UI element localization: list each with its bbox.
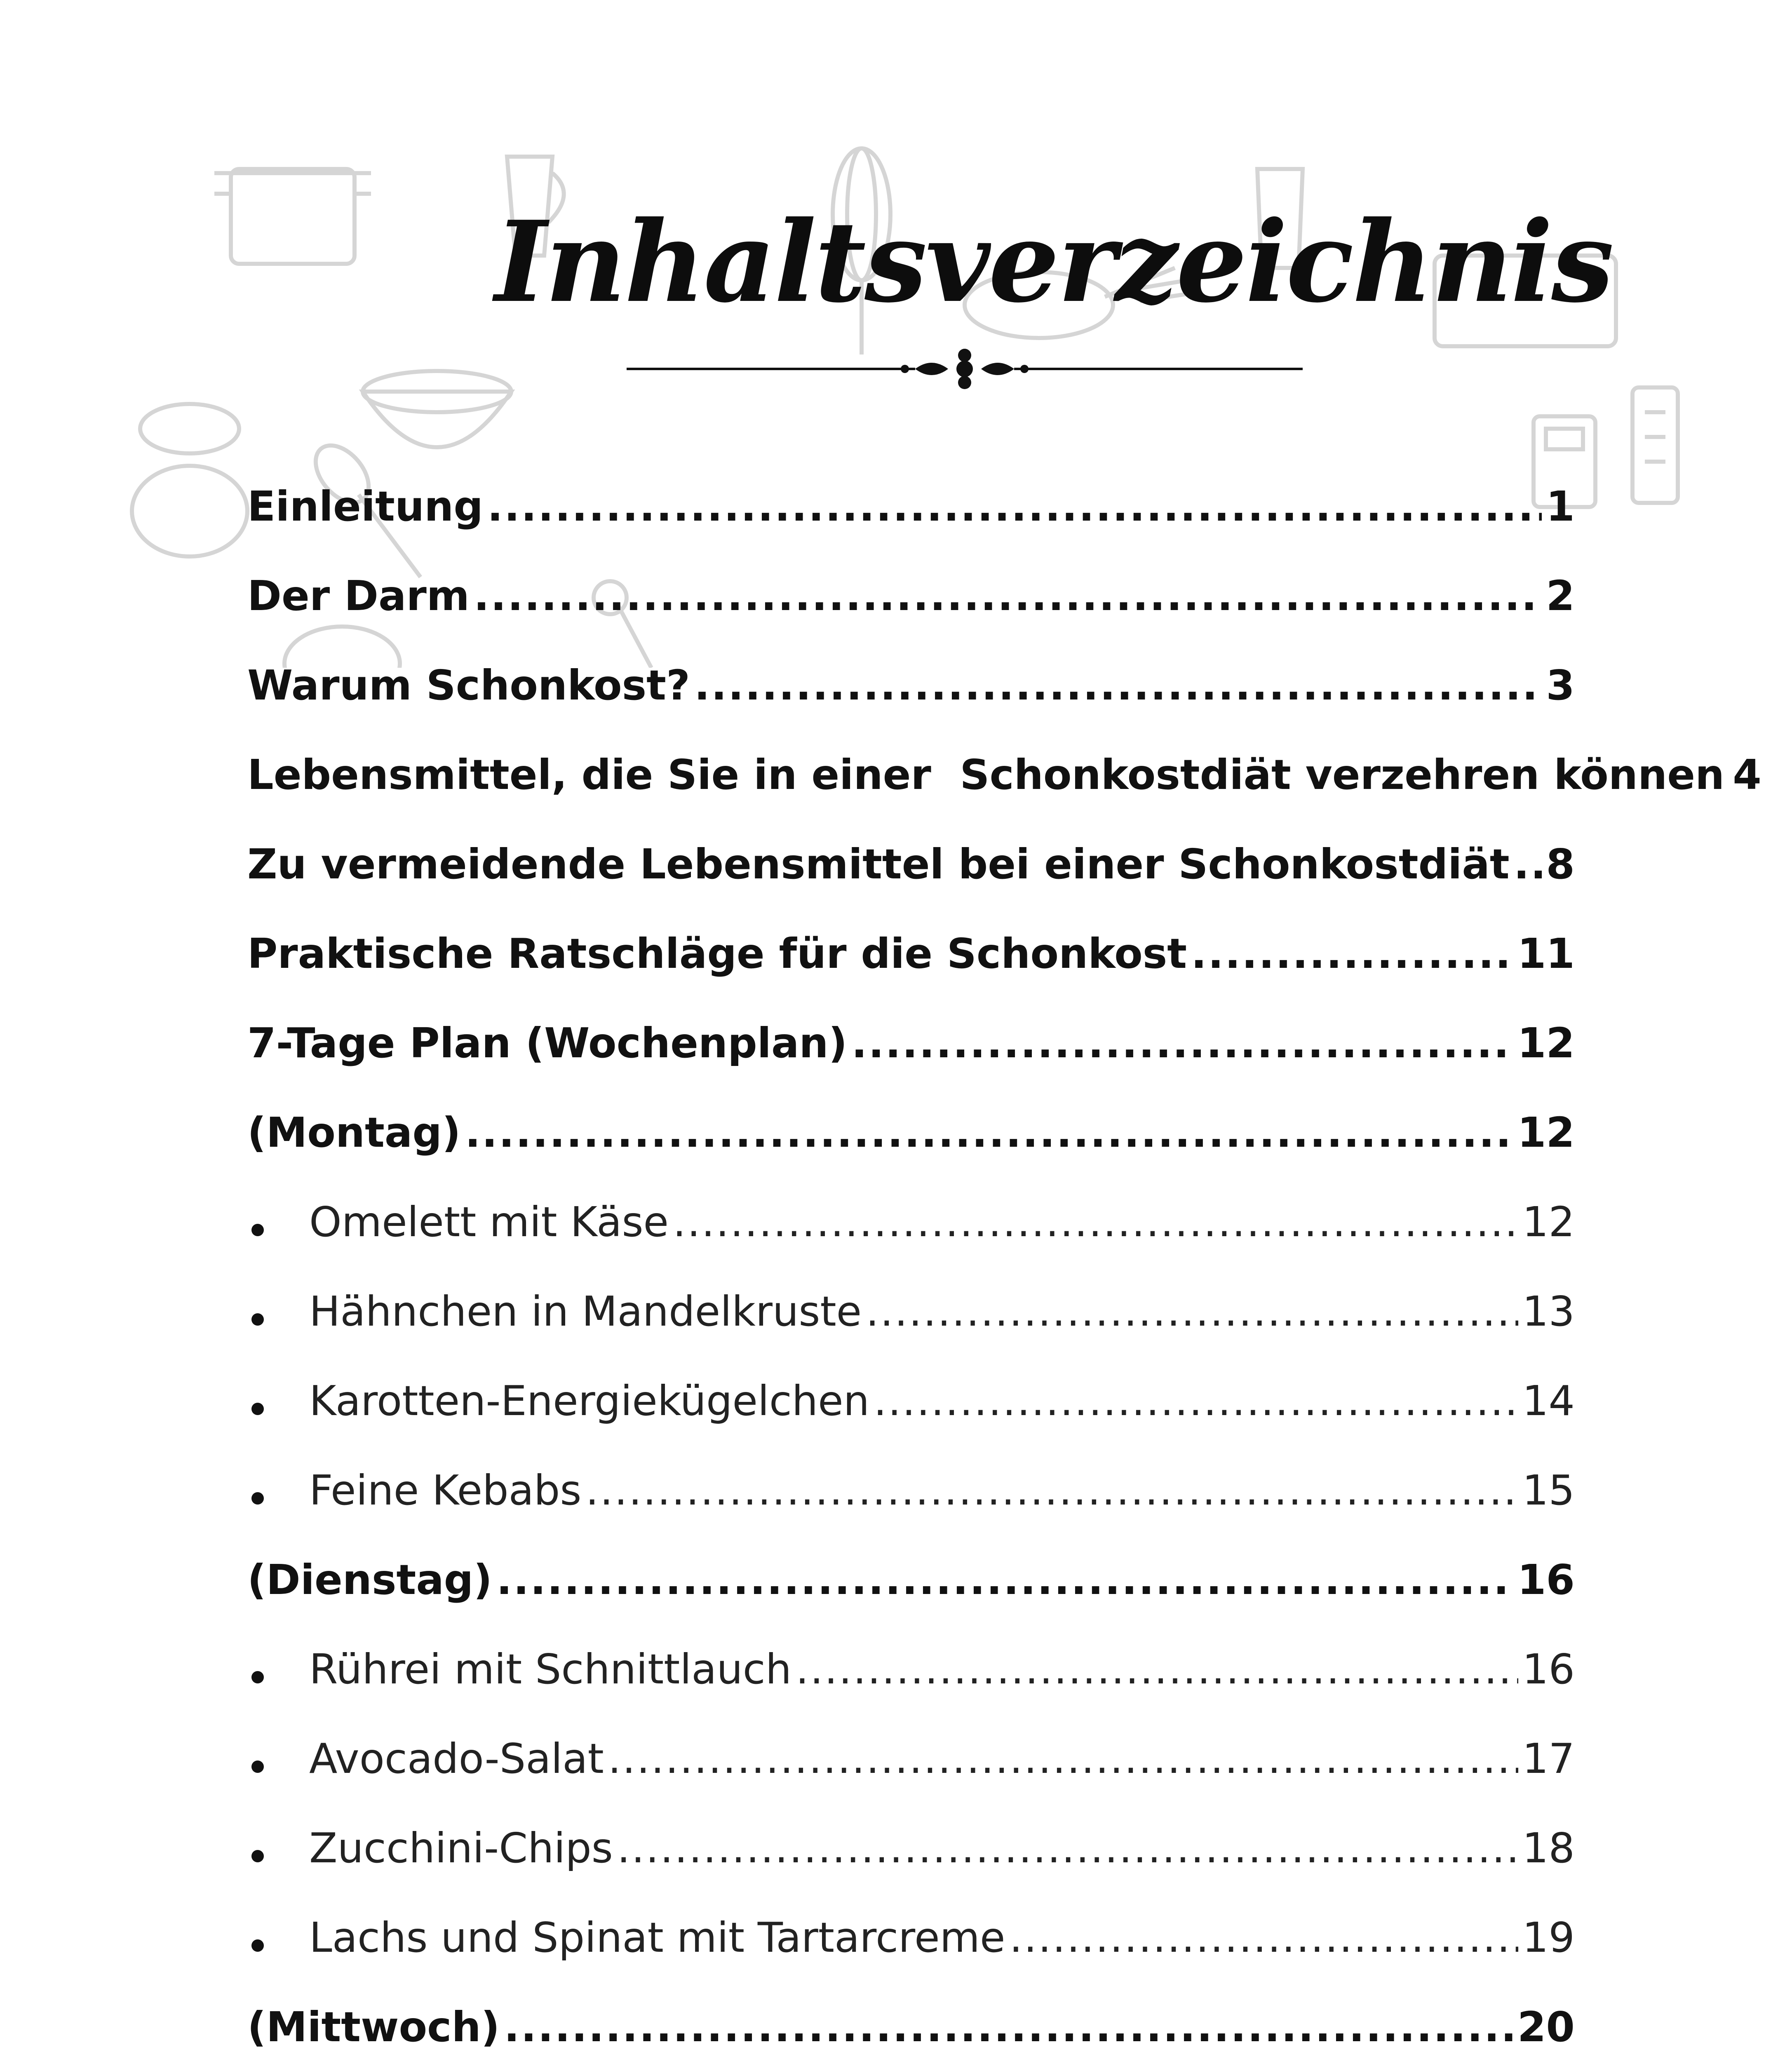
toc-page-number: 1: [1546, 482, 1575, 531]
toc-entry[interactable]: [247, 1982, 1575, 2061]
toc-entry[interactable]: [247, 730, 1761, 819]
toc-entry-title: Zu vermeidende Lebensmittel bei einer Schonkostdiät: [247, 840, 1510, 888]
toc-entry-title: Praktische Ratschläge für die Schonkost: [247, 930, 1187, 978]
toc-page-number: 4: [1733, 751, 1761, 799]
toc-subentry[interactable]: [247, 1893, 1575, 1982]
toc-entry[interactable]: [247, 1088, 1575, 1177]
toc-page-number: 3: [1546, 661, 1575, 709]
toc-entry-title: Karotten-Energiekügelchen: [309, 1377, 870, 1425]
bullet-icon: [247, 1185, 309, 1275]
toc-dot-leader: [866, 1267, 1518, 1356]
toc-subentry[interactable]: [247, 1714, 1575, 1803]
toc-entry-title: (Montag): [247, 1108, 461, 1157]
toc-page-number: 13: [1522, 1287, 1575, 1336]
title-block: [495, 196, 1613, 327]
bullet-icon: [247, 1364, 309, 1454]
toc-dot-leader: [1514, 819, 1542, 909]
toc-dot-leader: [487, 462, 1542, 551]
toc-entry-title: Einleitung: [247, 482, 483, 531]
toc-dot-leader: [586, 1446, 1518, 1535]
toc-dot-leader: [1010, 1893, 1518, 1982]
toc-dot-leader: [496, 1535, 1513, 1624]
toc-subentry[interactable]: [247, 1803, 1575, 1893]
page-title: Inhaltsverzeichnis: [495, 196, 1613, 327]
toc-page-number: 12: [1517, 1019, 1575, 1067]
pot-icon: [214, 169, 371, 264]
bullet-icon: [247, 1454, 309, 1543]
toc-dot-leader: [851, 998, 1513, 1088]
toc-entry[interactable]: [247, 998, 1575, 1088]
toc-page-number: 12: [1522, 1198, 1575, 1246]
toc-dot-leader: [673, 1177, 1518, 1267]
toc-dot-leader: [504, 1982, 1513, 2061]
toc-entry-title: Rührei mit Schnittlauch: [309, 1645, 792, 1693]
toc-subentry[interactable]: [247, 1624, 1575, 1714]
toc-entry[interactable]: [247, 551, 1575, 641]
toc-page-number: 16: [1522, 1645, 1575, 1693]
toc-dot-leader: [474, 551, 1542, 641]
toc-dot-leader: [1191, 909, 1513, 998]
bullet-icon: [247, 1275, 309, 1364]
toc-entry-title: Hähnchen in Mandelkruste: [309, 1287, 862, 1336]
toc-dot-leader: [617, 1803, 1518, 1893]
toc-entry-title: Der Darm: [247, 572, 470, 620]
pot-icon: [132, 404, 247, 556]
bullet-icon: [247, 1722, 309, 1812]
toc-entry-title: 7-Tage Plan (Wochenplan): [247, 1019, 848, 1067]
toc-page-number: 11: [1517, 930, 1575, 978]
toc-entry-title: Lebensmittel, die Sie in einer Schonkostdiät verzehren können: [247, 751, 1725, 799]
toc-page-number: 16: [1517, 1556, 1575, 1604]
toc-entry-title: (Mittwoch): [247, 2003, 500, 2051]
bullet-icon: [247, 1633, 309, 1722]
toc-entry-title: Zucchini-Chips: [309, 1824, 613, 1872]
toc-dot-leader: [694, 641, 1542, 730]
toc-page-number: 14: [1522, 1377, 1575, 1425]
toc-page-number: 17: [1522, 1735, 1575, 1783]
toc-page-number: 18: [1522, 1824, 1575, 1872]
toc-page-number: 19: [1522, 1913, 1575, 1962]
toc-entry[interactable]: [247, 1535, 1575, 1624]
toc-entry[interactable]: [247, 641, 1575, 730]
toc-entry[interactable]: [247, 819, 1575, 909]
toc-page-number: 15: [1522, 1466, 1575, 1514]
toc-entry-title: Omelett mit Käse: [309, 1198, 669, 1246]
toc-dot-leader: [874, 1356, 1518, 1446]
toc-subentry[interactable]: [247, 1267, 1575, 1356]
toc-page-number: 2: [1546, 572, 1575, 620]
table-of-contents: [247, 462, 1761, 2061]
toc-page-number: 8: [1546, 840, 1575, 888]
toc-entry-title: Lachs und Spinat mit Tartarcreme: [309, 1913, 1005, 1962]
bowl-icon: [363, 371, 511, 447]
flourish-divider-icon: [627, 346, 1303, 392]
toc-entry-title: Avocado-Salat: [309, 1735, 604, 1783]
toc-page-number: 20: [1517, 2003, 1575, 2051]
bullet-icon: [247, 1812, 309, 1901]
toc-subentry[interactable]: [247, 1446, 1575, 1535]
bullet-icon: [247, 1901, 309, 1991]
toc-page-number: 12: [1517, 1108, 1575, 1157]
grater-icon: [1632, 387, 1678, 503]
toc-entry[interactable]: [247, 462, 1575, 551]
toc-entry-title: Warum Schonkost?: [247, 661, 690, 709]
toc-subentry[interactable]: [247, 1177, 1575, 1267]
toc-dot-leader: [465, 1088, 1513, 1177]
toc-subentry[interactable]: [247, 1356, 1575, 1446]
toc-dot-leader: [608, 1714, 1518, 1803]
toc-entry-title: (Dienstag): [247, 1556, 493, 1604]
toc-entry-title: Feine Kebabs: [309, 1466, 582, 1514]
toc-entry[interactable]: [247, 909, 1575, 998]
toc-dot-leader: [796, 1624, 1518, 1714]
